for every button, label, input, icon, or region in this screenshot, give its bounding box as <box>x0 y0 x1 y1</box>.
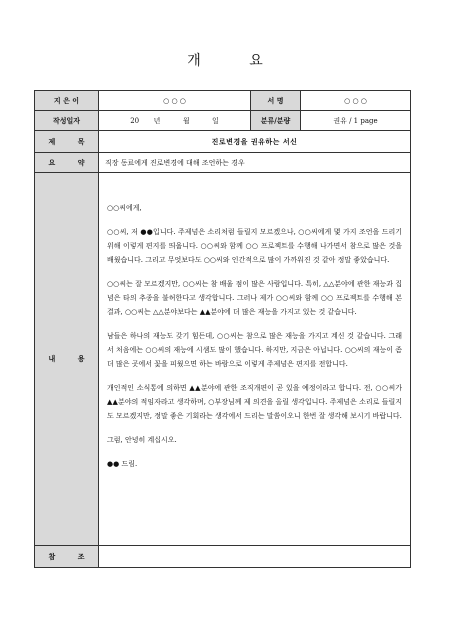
summary-value: 직장 동료에게 진로변경에 대해 조언하는 경우 <box>99 153 411 173</box>
reference-row <box>35 546 411 568</box>
signature-label: 서 명 <box>251 91 301 111</box>
document-form-table <box>34 90 411 568</box>
letter-paragraph: 남들은 하나의 재능도 갖기 힘든데, ○○씨는 참으로 많은 재능을 가지고 계신 것 같습니다. 그래서 처음에는 ○○씨의 재능에 시샘도 많이 했습니다. 하지만, 지금은 아닙니다. ○○씨의 재능이 좀 더 많은 곳에서 꽃을 피웠으면 하는 바람으로 이렇게 주제넘은 편지를 전합니다. <box>107 332 402 368</box>
author-row <box>35 91 411 111</box>
date-month-unit: 월 <box>182 116 190 125</box>
date-value <box>99 111 251 131</box>
document-title: 진로변경을 권유하는 서신 <box>99 131 411 153</box>
title-label: 제 목 <box>35 131 99 153</box>
letter-body <box>99 173 411 546</box>
category-value: 권유 / 1 page <box>301 111 411 131</box>
author-label: 지 은 이 <box>35 91 99 111</box>
date-day-unit: 일 <box>212 116 219 125</box>
date-year-unit: 년 <box>153 116 161 125</box>
date-year: 20 <box>130 116 140 125</box>
letter-paragraph: 개인적인 소식통에 의하면 ▲▲분야에 관한 조직개편이 곧 있을 예정이라고 합니다. 전, ○○씨가 ▲▲분야의 적임자라고 생각하며, ○부장님께 제 의견을 올릴 생각입니다. 주제넘은 소리로 들릴지도 모르겠지만, 정말 좋은 기회라는 생각에서 드리는 말씀이오니 한번 잘 생각해 보시기 바랍니다. <box>107 384 402 420</box>
category-label: 분류/분량 <box>251 111 301 131</box>
letter-greeting: ○○씨에게, <box>107 204 142 212</box>
letter-signature: ●● 드림. <box>107 460 138 468</box>
content-label: 내 용 <box>35 173 99 546</box>
document-heading: 개 요 <box>187 53 285 69</box>
reference-value <box>99 546 411 568</box>
author-value: ○ ○ ○ <box>99 91 251 111</box>
title-row <box>35 131 411 153</box>
date-label: 작성일자 <box>35 111 99 131</box>
summary-row <box>35 153 411 173</box>
date-row <box>35 111 411 131</box>
letter-paragraph: ○○씨는 잘 모르겠지만, ○○씨는 참 배울 점이 많은 사람입니다. 특히, △△분야에 관한 재능과 집념은 타의 추종을 불허한다고 생각합니다. 그러나 제가 ○○씨와 함께 ○○ 프로젝트를 수행해 본 결과, ○○씨는 △△분야보다는 ▲▲분야에 더 많은 재능을 가지고 있는 것 같습니다. <box>107 280 402 316</box>
content-row <box>35 173 411 546</box>
signature-value: ○ ○ ○ <box>301 91 411 111</box>
letter-paragraph: ○○씨, 저 ●●입니다. 주제넘은 소리처럼 들릴지 모르겠으나, ○○씨에게 몇 가지 조언을 드리기 위해 이렇게 편지를 띄웁니다. ○○씨와 함께 ○○ 프로젝트를 수행해 나가면서 참으로 많은 것을 배웠습니다. 그리고 무엇보다도 ○○씨와 인간적으로 많이 가까워진 것 같아 정말 좋았습니다. <box>107 228 402 264</box>
summary-label: 요 약 <box>35 153 99 173</box>
letter-closing: 그럼, 안녕히 계십시오. <box>107 436 177 444</box>
reference-label: 참 조 <box>35 546 99 568</box>
